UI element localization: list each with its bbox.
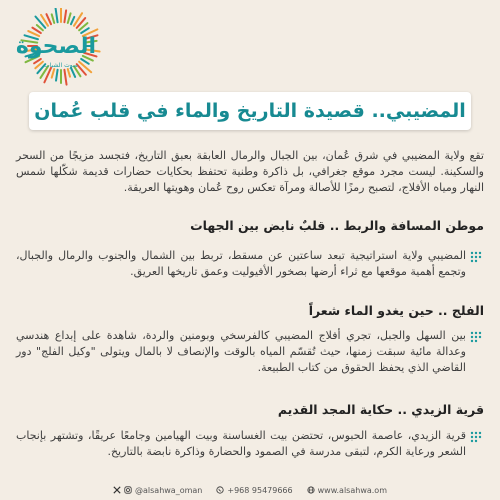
section-body (16, 328, 484, 376)
dots-bullet-icon (470, 251, 484, 263)
x-social-icon (113, 486, 121, 494)
section-text: بين السهل والجبل، تجري أفلاج المضيبي كالفرسخي وبومنين والردة، شاهدة على إبداع هندسي وعدالة مائية سبقت زمنها، حيث تُقسّم المياه بالوقت والإنصاف لا بالمال ويتولى "وكيل الفلج" دور القاضي الذي يحفظ الحقوق من كتاب الطبيعة. (16, 329, 466, 374)
sunburst-ray (68, 69, 70, 77)
brand-name: الصحوة (15, 34, 96, 59)
brand-logo (6, 8, 106, 88)
sunburst-ray (71, 68, 75, 77)
sunburst-ray (56, 70, 58, 81)
phone-number: +968 95479666 (227, 485, 293, 495)
dots-bullet-icon (470, 331, 484, 343)
footer-phone[interactable] (216, 486, 292, 495)
instagram-icon (124, 486, 132, 494)
sunburst-ray (52, 69, 55, 78)
sunburst-ray (68, 13, 71, 23)
sunburst-ray (71, 17, 74, 24)
article-title: المضيبي.. قصيدة التاريخ والماء في قلب عُمان (29, 92, 471, 130)
section-text: المضيبي ولاية استراتيجية تبعد ساعتين عن مسقط، تربط بين الشمال والجنوب والرمال والجبال، وتجمع أهمية موقعها مع ثراء أرضها بصخور الأفيوليت وعمق تاريخها العريق. (16, 249, 466, 278)
website-url: www.alsahwa.om (317, 485, 387, 495)
sunburst-ray (55, 8, 57, 22)
footer-social[interactable] (113, 486, 202, 495)
sunburst-ray (81, 28, 89, 33)
section-body (16, 428, 484, 460)
section-heading: الفلج .. حين يغدو الماء شعراً (308, 303, 484, 318)
sunburst-ray (52, 14, 55, 23)
intro-paragraph: تقع ولاية المضيبي في شرق عُمان، بين الجبال والرمال العابقة بعبق التاريخ، فتجسد مزيجًا من السحر والسكينة. ليست مجرد موقع جغرافي، بل ذاكرة وطنية تحتفظ بحكايات حضارات قديمة شكّلها شمس النهار ومياه الأفلاج، لتصبح رمزًا للأصالة ومرآة تعكس روح عُمان وهويتها العريقة. (16, 149, 484, 194)
brand-tagline: صوت الشباب (44, 62, 78, 69)
sunburst-ray (37, 25, 43, 30)
footer-website[interactable] (307, 486, 387, 495)
section-body (16, 248, 484, 280)
section-heading: موطن المسافة والربط .. قلبٌ نابض بين الجهات (190, 218, 484, 233)
section-text: قرية الزيدي، عاصمة الحبوس، تحتضن بيت الغساسنة وبيت الهيامين وجامعًا عريقًا، وتشتهر بإنجاب الشعر ورعاية الكرم، لتبقى مدرسة في الصمود والحضارة وذاكرة نابضة بالتاريخ. (16, 429, 466, 458)
section-heading: قرية الزيدي .. حكاية المجد القديم (277, 402, 484, 417)
sunburst-ray (64, 10, 66, 22)
social-handle: @alsahwa_oman (135, 485, 203, 495)
globe-icon (307, 486, 315, 494)
sunburst-ray (64, 70, 66, 85)
dots-bullet-icon (470, 431, 484, 443)
footer (0, 480, 500, 500)
whatsapp-icon (216, 486, 224, 494)
